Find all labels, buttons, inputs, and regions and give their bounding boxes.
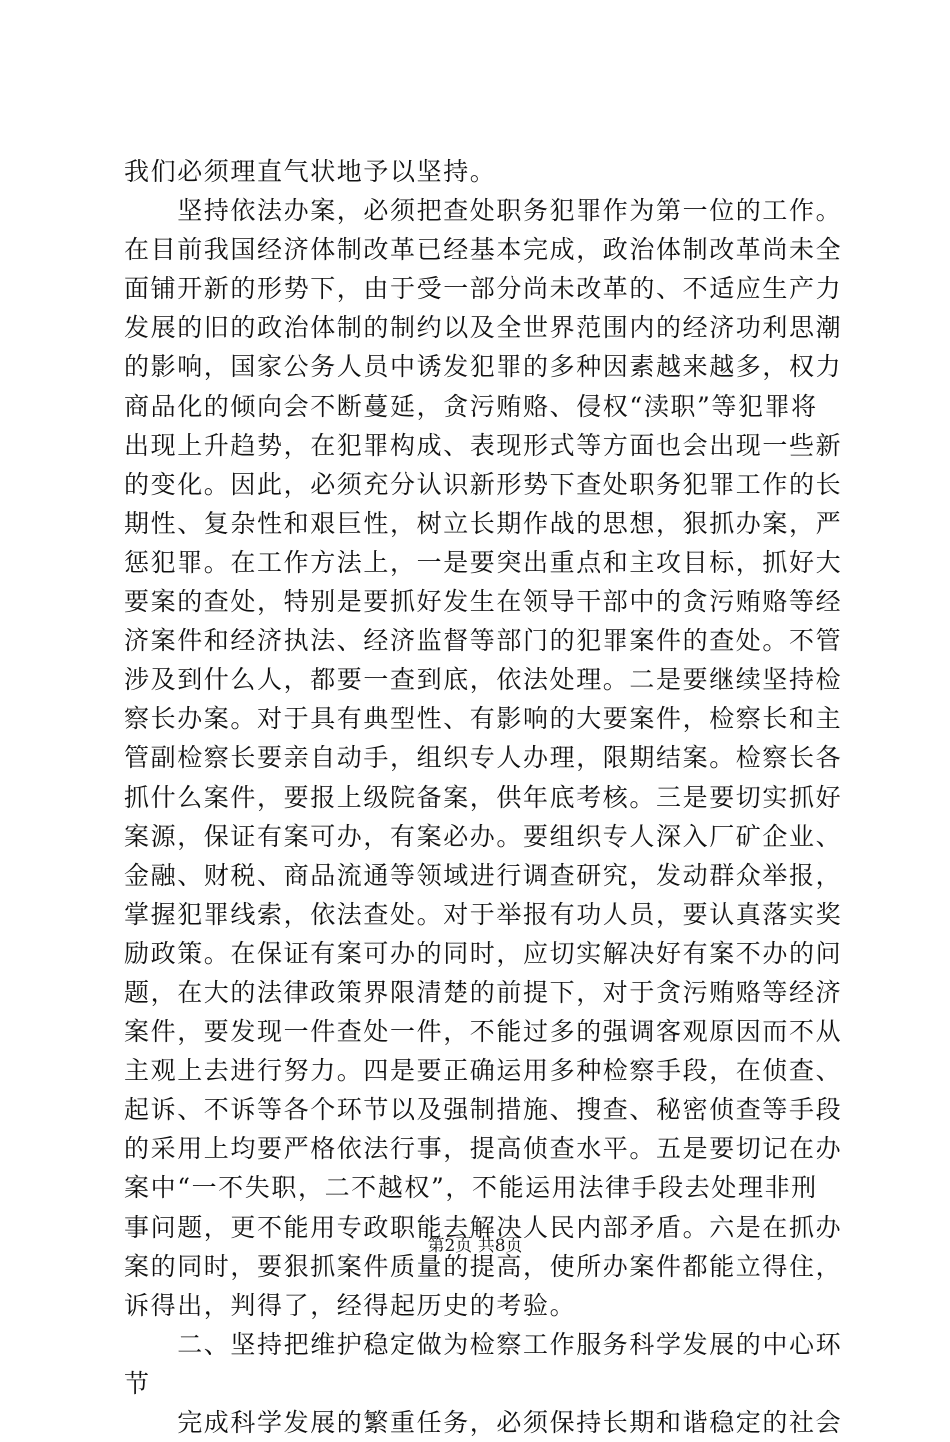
text-line: 期性、复杂性和艰巨性，树立长期作战的思想，狠抓办案，严 [124, 508, 843, 538]
text-line: 在目前我国经济体制改革已经基本完成，政治体制改革尚未全 [124, 235, 843, 265]
text-line: 二、坚持把维护稳定做为检察工作服务科学发展的中心环 [124, 1329, 843, 1359]
text-line: 出现上升趋势，在犯罪构成、表现形式等方面也会出现一些新 [124, 430, 843, 460]
text-line: 掌握犯罪线索，依法查处。对于举报有功人员，要认真落实奖 [124, 899, 843, 929]
text-line: 惩犯罪。在工作方法上，一是要突出重点和主攻目标，抓好大 [124, 547, 843, 577]
text-line: 题，在大的法律政策界限清楚的前提下，对于贪污贿赂等经济 [124, 977, 843, 1007]
text-line: 发展的旧的政治体制的制约以及全世界范围内的经济功利思潮 [124, 313, 843, 343]
text-line: 济案件和经济执法、经济监督等部门的犯罪案件的查处。不管 [124, 626, 843, 656]
text-line: 案件，要发现一件查处一件，不能过多的强调客观原因而不从 [124, 1017, 843, 1047]
text-line: 诉得出，判得了，经得起历史的考验。 [124, 1290, 577, 1320]
text-line: 的采用上均要严格依法行事，提高侦查水平。五是要切记在办 [124, 1134, 843, 1164]
page-footer: 第2页 共8页 [427, 1236, 523, 1256]
text-line: 完成科学发展的繁重任务，必须保持长期和谐稳定的社会 [124, 1408, 843, 1437]
text-line: 要案的查处，特别是要抓好发生在领导干部中的贪污贿赂等经 [124, 587, 843, 617]
text-line: 事问题，更不能用专政职能去解决人民内部矛盾。六是在抓办 [124, 1212, 843, 1242]
text-line: 商品化的倾向会不断蔓延，贪污贿赂、侵权“渎职”等犯罪将 [124, 391, 818, 421]
text-line: 涉及到什么人，都要一查到底，依法处理。二是要继续坚持检 [124, 665, 843, 695]
text-line: 我们必须理直气状地予以坚持。 [124, 157, 497, 186]
text-line: 的影响，国家公务人员中诱发犯罪的多种因素越来越多，权力 [124, 352, 843, 382]
text-line: 起诉、不诉等各个环节以及强制措施、搜查、秘密侦查等手段 [124, 1095, 843, 1125]
text-line: 察长办案。对于具有典型性、有影响的大要案件，检察长和主 [124, 704, 843, 734]
text-line: 管副检察长要亲自动手，组织专人办理，限期结案。检察长各 [124, 743, 843, 773]
text-line: 节 [124, 1368, 151, 1398]
text-line: 抓什么案件，要报上级院备案，供年底考核。三是要切实抓好 [124, 782, 843, 812]
text-line: 案的同时，要狠抓案件质量的提高，使所办案件都能立得住， [124, 1251, 843, 1281]
text-line: 金融、财税、商品流通等领域进行调查研究，发动群众举报， [124, 860, 843, 890]
text-line: 面铺开新的形势下，由于受一部分尚未改革的、不适应生产力 [124, 274, 843, 304]
text-line: 案源，保证有案可办，有案必办。要组织专人深入厂矿企业、 [124, 821, 843, 851]
text-line: 案中“一不失职，二不越权”，不能运用法律手段去处理非刑 [124, 1173, 818, 1203]
text-line: 的变化。因此，必须充分认识新形势下查处职务犯罪工作的长 [124, 469, 843, 499]
text-line: 励政策。在保证有案可办的同时，应切实解决好有案不办的问 [124, 938, 843, 968]
text-line: 坚持依法办案，必须把查处职务犯罪作为第一位的工作。 [124, 196, 843, 226]
text-line: 主观上去进行努力。四是要正确运用多种检察手段，在侦查、 [124, 1056, 843, 1086]
